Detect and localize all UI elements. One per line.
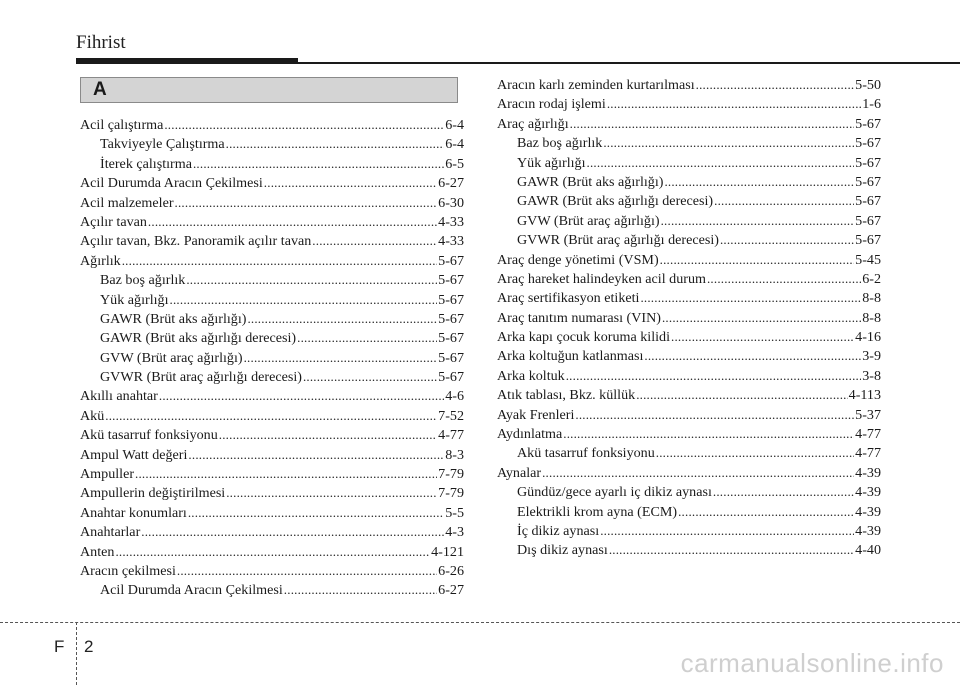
index-entry-text: Akü tasarruf fonksiyonu <box>517 445 655 462</box>
index-entry-text: Arka koltuğun katlanması <box>497 348 644 365</box>
index-entry <box>80 580 464 599</box>
index-entry-text: Arka kapı çocuk koruma kilidi <box>497 329 670 346</box>
index-entry <box>80 386 464 405</box>
dot-leader <box>607 94 861 113</box>
index-entry-text: Acil çalıştırma <box>80 117 164 133</box>
index-entry-page: 7-79 <box>438 466 464 483</box>
dot-leader <box>148 212 437 231</box>
dot-leader <box>678 502 854 521</box>
index-entry-page: 6-27 <box>438 582 464 599</box>
dot-leader <box>660 250 855 269</box>
dot-leader <box>714 191 854 210</box>
dot-leader <box>570 114 855 133</box>
index-entry-page: 6-27 <box>438 175 464 192</box>
index-entry-page: 8-8 <box>862 290 881 307</box>
index-entry-page: 4-121 <box>431 543 464 560</box>
index-entry-text: Araç hareket halindeyken acil durum <box>497 270 706 287</box>
index-entry-text: Akü <box>80 407 105 424</box>
dot-leader <box>664 172 854 191</box>
index-entry-page: 5-67 <box>855 115 881 132</box>
dot-leader <box>587 153 855 172</box>
index-entry-page: 6-26 <box>438 562 464 579</box>
index-entry-text: Açılır tavan, Bkz. Panoramik açılır tavan <box>80 233 312 250</box>
index-entry <box>80 425 464 444</box>
index-entry <box>80 328 464 347</box>
dot-leader <box>671 327 854 346</box>
index-entry-page: 6-30 <box>438 194 464 211</box>
index-entry <box>80 503 464 522</box>
index-entry <box>80 561 464 580</box>
index-entry-text: Yük ağırlığı <box>517 154 586 171</box>
index-entry-text: Dış dikiz aynası <box>517 542 608 559</box>
dot-leader <box>312 231 437 250</box>
footer-dashed-divider <box>76 622 77 685</box>
index-entry <box>497 114 881 133</box>
index-entry-text: Anahtarlar <box>80 524 141 541</box>
dot-leader <box>696 75 855 94</box>
dot-leader <box>720 230 854 249</box>
index-entry <box>497 521 881 540</box>
index-entry-page: 4-40 <box>855 542 881 559</box>
index-entry-page: 3-9 <box>862 348 881 365</box>
index-entry-page: 4-77 <box>855 426 881 443</box>
dot-leader <box>297 328 437 347</box>
index-entry <box>80 542 464 561</box>
dot-leader <box>193 154 444 173</box>
index-entry-text: Aracın karlı zeminden kurtarılması <box>497 77 695 93</box>
index-column-right <box>497 75 881 560</box>
index-entry <box>497 540 881 559</box>
index-entry-page: 4-113 <box>848 387 881 404</box>
index-entry <box>80 251 464 270</box>
index-entry <box>80 522 464 541</box>
index-entry-page: 5-67 <box>855 212 881 229</box>
index-entry <box>80 445 464 464</box>
dot-leader <box>105 406 437 425</box>
index-entry-text: GVW (Brüt araç ağırlığı) <box>100 349 243 366</box>
index-entry-text: Akü tasarruf fonksiyonu <box>80 427 218 444</box>
dot-leader <box>177 561 437 580</box>
index-entry <box>80 173 464 192</box>
dot-leader <box>247 309 437 328</box>
dot-leader <box>603 133 854 152</box>
section-header-box <box>80 77 458 103</box>
index-entry-text: Arka koltuk <box>497 367 565 384</box>
dot-leader <box>636 385 847 404</box>
index-entry-page: 4-33 <box>438 213 464 230</box>
footer-section-letter: F <box>54 637 65 656</box>
index-entry-page: 5-45 <box>855 251 881 268</box>
index-entry <box>497 288 881 307</box>
index-entry-text: Açılır tavan <box>80 213 147 230</box>
dot-leader <box>644 346 861 365</box>
index-entry-page: 4-3 <box>445 524 464 541</box>
index-entry-page: 7-79 <box>438 485 464 502</box>
index-entry <box>497 346 881 365</box>
index-entry-page: 5-67 <box>438 369 464 386</box>
dot-leader <box>226 483 437 502</box>
dot-leader <box>264 173 437 192</box>
index-entry-text: Ağırlık <box>80 252 121 269</box>
index-entry <box>80 309 464 328</box>
index-entry <box>80 483 464 502</box>
footer-page-number: 2 <box>84 637 94 656</box>
index-entry-page: 5-37 <box>855 406 881 423</box>
index-entry-page: 6-4 <box>445 136 464 153</box>
index-entry-text: Acil malzemeler <box>80 194 174 211</box>
dot-leader <box>284 580 437 599</box>
index-entry-text: Aracın rodaj işlemi <box>497 96 606 113</box>
index-entry-page: 5-5 <box>445 504 464 521</box>
index-entry <box>497 230 881 249</box>
index-entry <box>497 385 881 404</box>
index-entry-text: Atık tablası, Bkz. küllük <box>497 387 636 404</box>
dot-leader <box>186 270 437 289</box>
index-entry <box>497 250 881 269</box>
index-entry-page: 5-67 <box>855 232 881 249</box>
index-entry-text: GVWR (Brüt araç ağırlığı derecesi) <box>517 232 719 249</box>
index-entry-text: Akıllı anahtar <box>80 388 158 405</box>
index-entry-page: 4-77 <box>438 427 464 444</box>
index-entry <box>497 443 881 462</box>
index-entry-page: 4-77 <box>855 445 881 462</box>
index-entry <box>497 482 881 501</box>
index-entry-text: İterek çalıştırma <box>100 155 192 172</box>
index-entry-page: 5-67 <box>438 349 464 366</box>
index-entry-text: Acil Durumda Aracın Çekilmesi <box>80 175 263 192</box>
index-entry <box>497 327 881 346</box>
index-entry-page: 5-67 <box>855 135 881 152</box>
index-entry-text: Ayak Frenleri <box>497 406 575 423</box>
dot-leader <box>656 443 854 462</box>
index-entry <box>497 191 881 210</box>
index-entry-text: Araç sertifikasyon etiketi <box>497 290 640 307</box>
index-entry-text: Baz boş ağırlık <box>517 135 603 152</box>
dot-leader <box>600 521 854 540</box>
index-entry-page: 5-67 <box>855 173 881 190</box>
index-entry-page: 5-50 <box>855 77 881 93</box>
index-entry-text: Anahtar konumları <box>80 504 187 521</box>
index-entry-page: 5-67 <box>438 330 464 347</box>
index-entry <box>80 231 464 250</box>
dot-leader <box>244 348 438 367</box>
index-entry-page: 4-33 <box>438 233 464 250</box>
index-entry-text: Ampuller <box>80 466 135 483</box>
index-entry <box>80 212 464 231</box>
index-entry <box>80 154 464 173</box>
index-entry <box>497 269 881 288</box>
index-entry-page: 1-6 <box>862 96 881 113</box>
dot-leader <box>188 503 444 522</box>
index-entry-page: 5-67 <box>855 154 881 171</box>
dot-leader <box>303 367 437 386</box>
index-entry-page: 4-6 <box>445 388 464 405</box>
index-entry-page: 5-67 <box>438 310 464 327</box>
dot-leader <box>226 134 445 153</box>
dot-leader <box>135 464 437 483</box>
index-entry <box>497 172 881 191</box>
dot-leader <box>141 522 444 541</box>
index-entry-text: Acil Durumda Aracın Çekilmesi <box>100 582 283 599</box>
dot-leader <box>661 211 855 230</box>
dot-leader <box>170 290 438 309</box>
index-entry-page: 5-67 <box>438 252 464 269</box>
index-entry <box>497 75 881 94</box>
index-entry <box>80 406 464 425</box>
dot-leader <box>159 386 444 405</box>
index-entry <box>497 211 881 230</box>
index-entry-page: 6-2 <box>862 270 881 287</box>
index-entry <box>497 133 881 152</box>
index-entry-page: 7-52 <box>438 407 464 424</box>
header-rule-thick <box>76 58 298 64</box>
index-entry-page: 4-39 <box>855 464 881 481</box>
page-header-title: Fihrist <box>76 32 126 53</box>
index-entry <box>80 348 464 367</box>
index-entry <box>497 94 881 113</box>
index-entry-page: 5-67 <box>438 272 464 289</box>
index-entry-text: Elektrikli krom ayna (ECM) <box>517 503 678 520</box>
dot-leader <box>640 288 861 307</box>
index-entry <box>80 270 464 289</box>
index-entry-text: Ampullerin değiştirilmesi <box>80 485 226 502</box>
dot-leader <box>713 482 854 501</box>
section-letter: A <box>93 79 107 100</box>
dot-leader <box>542 463 854 482</box>
index-entry-text: İç dikiz aynası <box>517 522 600 539</box>
index-entry-page: 6-5 <box>445 155 464 172</box>
index-entry-text: Baz boş ağırlık <box>100 272 186 289</box>
footer-dashed-rule <box>0 622 960 623</box>
index-entry-page: 8-3 <box>445 446 464 463</box>
index-entry <box>497 153 881 172</box>
index-entry-text: Aracın çekilmesi <box>80 562 176 579</box>
dot-leader <box>707 269 861 288</box>
index-entry-text: Araç denge yönetimi (VSM) <box>497 251 659 268</box>
index-entry-text: GAWR (Brüt aks ağırlığı) <box>100 310 247 327</box>
index-entry <box>497 405 881 424</box>
index-entry-text: GVWR (Brüt araç ağırlığı derecesi) <box>100 369 302 386</box>
index-entry-text: Aynalar <box>497 464 542 481</box>
index-entry-page: 4-16 <box>855 329 881 346</box>
index-entry <box>80 367 464 386</box>
header-rule-thin <box>298 62 960 64</box>
index-entry <box>497 308 881 327</box>
index-column-left <box>80 115 464 600</box>
index-entry <box>80 464 464 483</box>
index-entry-page: 6-4 <box>445 117 464 133</box>
index-entry-text: GVW (Brüt araç ağırlığı) <box>517 212 660 229</box>
dot-leader <box>566 366 861 385</box>
dot-leader <box>609 540 854 559</box>
dot-leader <box>563 424 854 443</box>
index-entry-page: 8-8 <box>862 309 881 326</box>
index-entry-text: Takviyeyle Çalıştırma <box>100 136 225 153</box>
dot-leader <box>188 445 444 464</box>
index-entry <box>80 134 464 153</box>
dot-leader <box>122 251 437 270</box>
index-entry <box>497 463 881 482</box>
index-entry-page: 5-67 <box>855 193 881 210</box>
index-entry-text: Anten <box>80 543 115 560</box>
dot-leader <box>115 542 430 561</box>
index-entry-page: 3-8 <box>862 367 881 384</box>
index-entry <box>497 502 881 521</box>
dot-leader <box>164 115 444 134</box>
index-entry-text: GAWR (Brüt aks ağırlığı derecesi) <box>100 330 297 347</box>
index-entry <box>497 366 881 385</box>
index-entry-text: GAWR (Brüt aks ağırlığı) <box>517 173 664 190</box>
index-entry-text: Gündüz/gece ayarlı iç dikiz aynası <box>517 484 712 501</box>
index-entry-page: 4-39 <box>855 484 881 501</box>
index-entry <box>497 424 881 443</box>
index-entry-text: Ampul Watt değeri <box>80 446 188 463</box>
index-entry-text: GAWR (Brüt aks ağırlığı derecesi) <box>517 193 714 210</box>
dot-leader <box>175 193 438 212</box>
dot-leader <box>219 425 437 444</box>
index-entry <box>80 290 464 309</box>
index-entry-text: Aydınlatma <box>497 426 563 443</box>
index-entry-text: Araç ağırlığı <box>497 115 569 132</box>
index-entry-text: Araç tanıtım numarası (VIN) <box>497 309 661 326</box>
watermark-text: carmanualsonline.info <box>680 648 944 678</box>
index-entry <box>80 193 464 212</box>
index-entry-page: 4-39 <box>855 522 881 539</box>
index-entry <box>80 115 464 134</box>
dot-leader <box>575 405 854 424</box>
index-entry-text: Yük ağırlığı <box>100 291 169 308</box>
index-entry-page: 5-67 <box>438 291 464 308</box>
dot-leader <box>662 308 861 327</box>
index-entry-page: 4-39 <box>855 503 881 520</box>
